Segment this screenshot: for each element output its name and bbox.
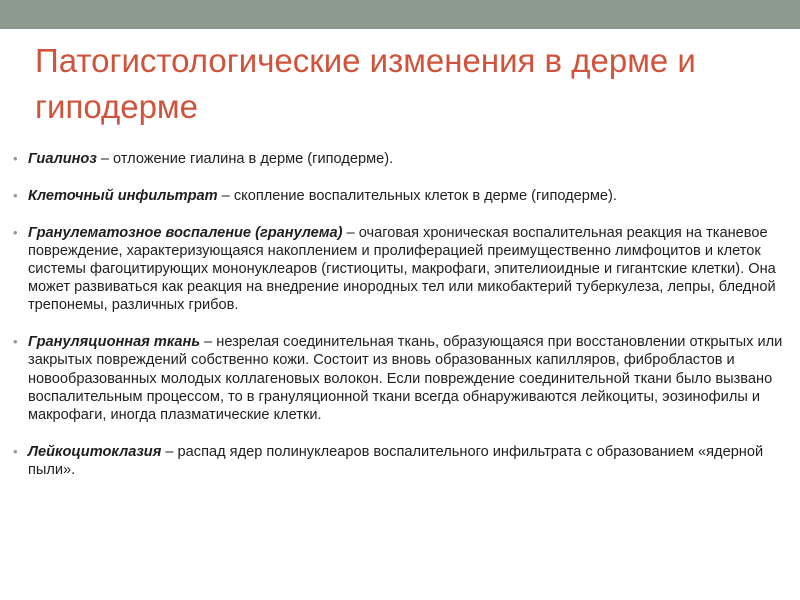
bullet-term: Лейкоцитоклазия: [28, 443, 162, 460]
bullet-text: – отложение гиалина в дерме (гиподерме).: [96, 151, 394, 167]
bullet-text: – незрелая соединительная ткань, образующаяся при восстановлении открытых или закрытых повреждений собственно кожи. Состоит из вновь образованных капилляров, фибробластов и новообразованных молодых коллагеновых волокон. Если повреждение соединительной ткани было вызвано воспалительным процессом, то в грануляционной ткани всегда обнаруживаются лейкоциты, эозинофилы и макрофаги, иногда плазматические клетки.: [28, 334, 783, 424]
top-accent-bar: [0, 0, 800, 29]
bullet-granulation-tissue: [12, 333, 798, 424]
bullet-text: – распад ядер полинуклеаров воспалительного инфильтрата с образованием «ядерной пыли».: [28, 443, 764, 479]
bullet-marker: •: [13, 443, 18, 459]
bullet-term: Гиалиноз: [28, 151, 97, 167]
bullet-marker: •: [13, 224, 18, 240]
slide-title: Патогистологические изменения в дерме и гиподерме: [35, 42, 696, 125]
bullet-granulomatous-inflammation: [12, 224, 798, 315]
bullet-term: Клеточный инфильтрат: [28, 187, 218, 204]
bullet-term: Грануляционная ткань: [28, 334, 201, 351]
bullet-list: [12, 150, 798, 498]
bullet-marker: •: [13, 187, 18, 203]
bullet-text: – скопление воспалительных клеток в дерме (гиподерме).: [217, 187, 617, 204]
bullet-term: Гранулематозное воспаление (гранулема): [28, 224, 343, 241]
bullet-cellular-infiltrate: [12, 187, 798, 205]
bullet-leukocytoclasia: [12, 443, 798, 479]
bullet-text: – очаговая хроническая воспалительная реакция на тканевое повреждение, характеризующаяся накоплением и пролиферацией преимущественно лимфоцитов и клеток системы фагоцитирующих мононуклеаров (гистиоциты, макрофаги, эпителиоидные и гигантские клетки). Она может развиваться как реакция на внедрение инородных тел или микобактерий туберкулеза, лепры, бледной трепонемы, различных грибов.: [28, 224, 776, 314]
bullet-hyalinosis: [12, 150, 798, 168]
bullet-marker: •: [13, 334, 18, 350]
bullet-marker: •: [13, 151, 18, 166]
